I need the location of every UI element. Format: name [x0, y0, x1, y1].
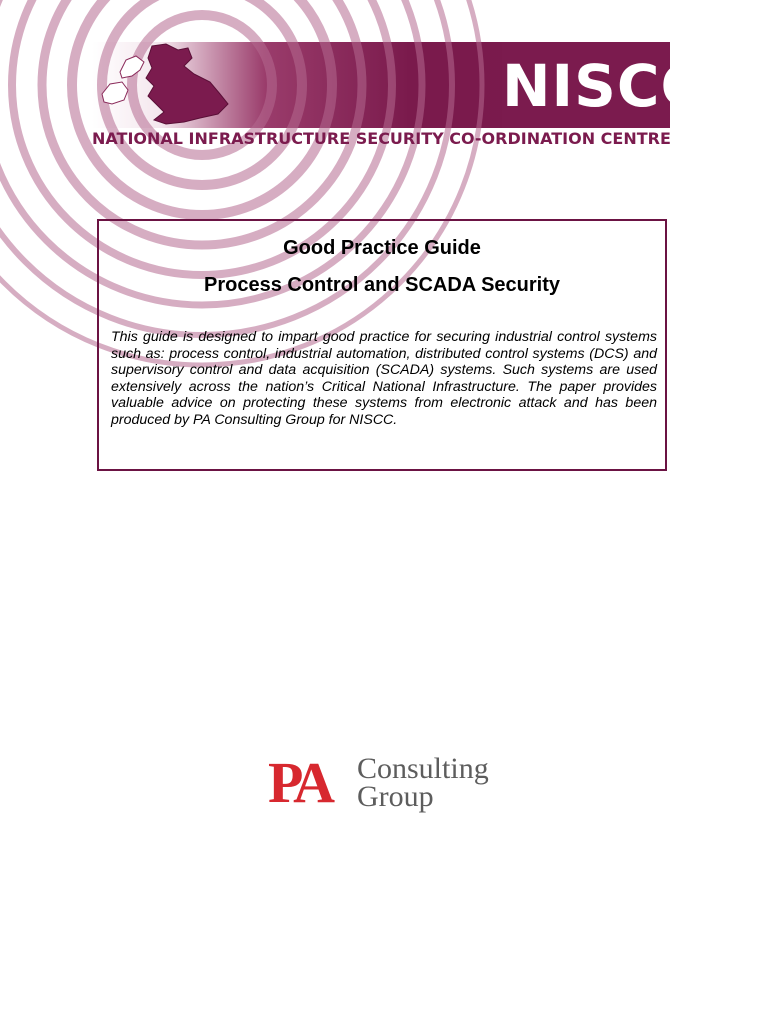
document-subtitle: Process Control and SCADA Security — [203, 274, 560, 296]
niscc-full-name: NATIONAL INFRASTRUCTURE SECURITY CO-ORDINATION CENTRE — [92, 129, 671, 148]
guide-summary-box — [97, 219, 667, 471]
pa-logo-word-consulting: Consulting — [357, 752, 489, 785]
niscc-acronym: NISCC — [502, 52, 705, 120]
niscc-logo-banner — [92, 42, 705, 128]
document-title: Good Practice Guide — [283, 237, 481, 259]
document-description: This guide is designed to impart good practice for securing industrial control systems such as: process control, industrial automation, distributed control systems (DCS) and supervisory control and data acquisition (SCADA) systems. Such systems are used extensively across the nation’s Critical National Infrastructure. The paper provides valuable advice on protecting these systems from electronic attack and has been produced by PA Consulting Group for NISCC. — [111, 329, 657, 428]
pa-logo-mark: PA — [268, 750, 330, 815]
pa-logo-word-group: Group — [357, 780, 434, 813]
pa-consulting-logo — [268, 752, 508, 816]
